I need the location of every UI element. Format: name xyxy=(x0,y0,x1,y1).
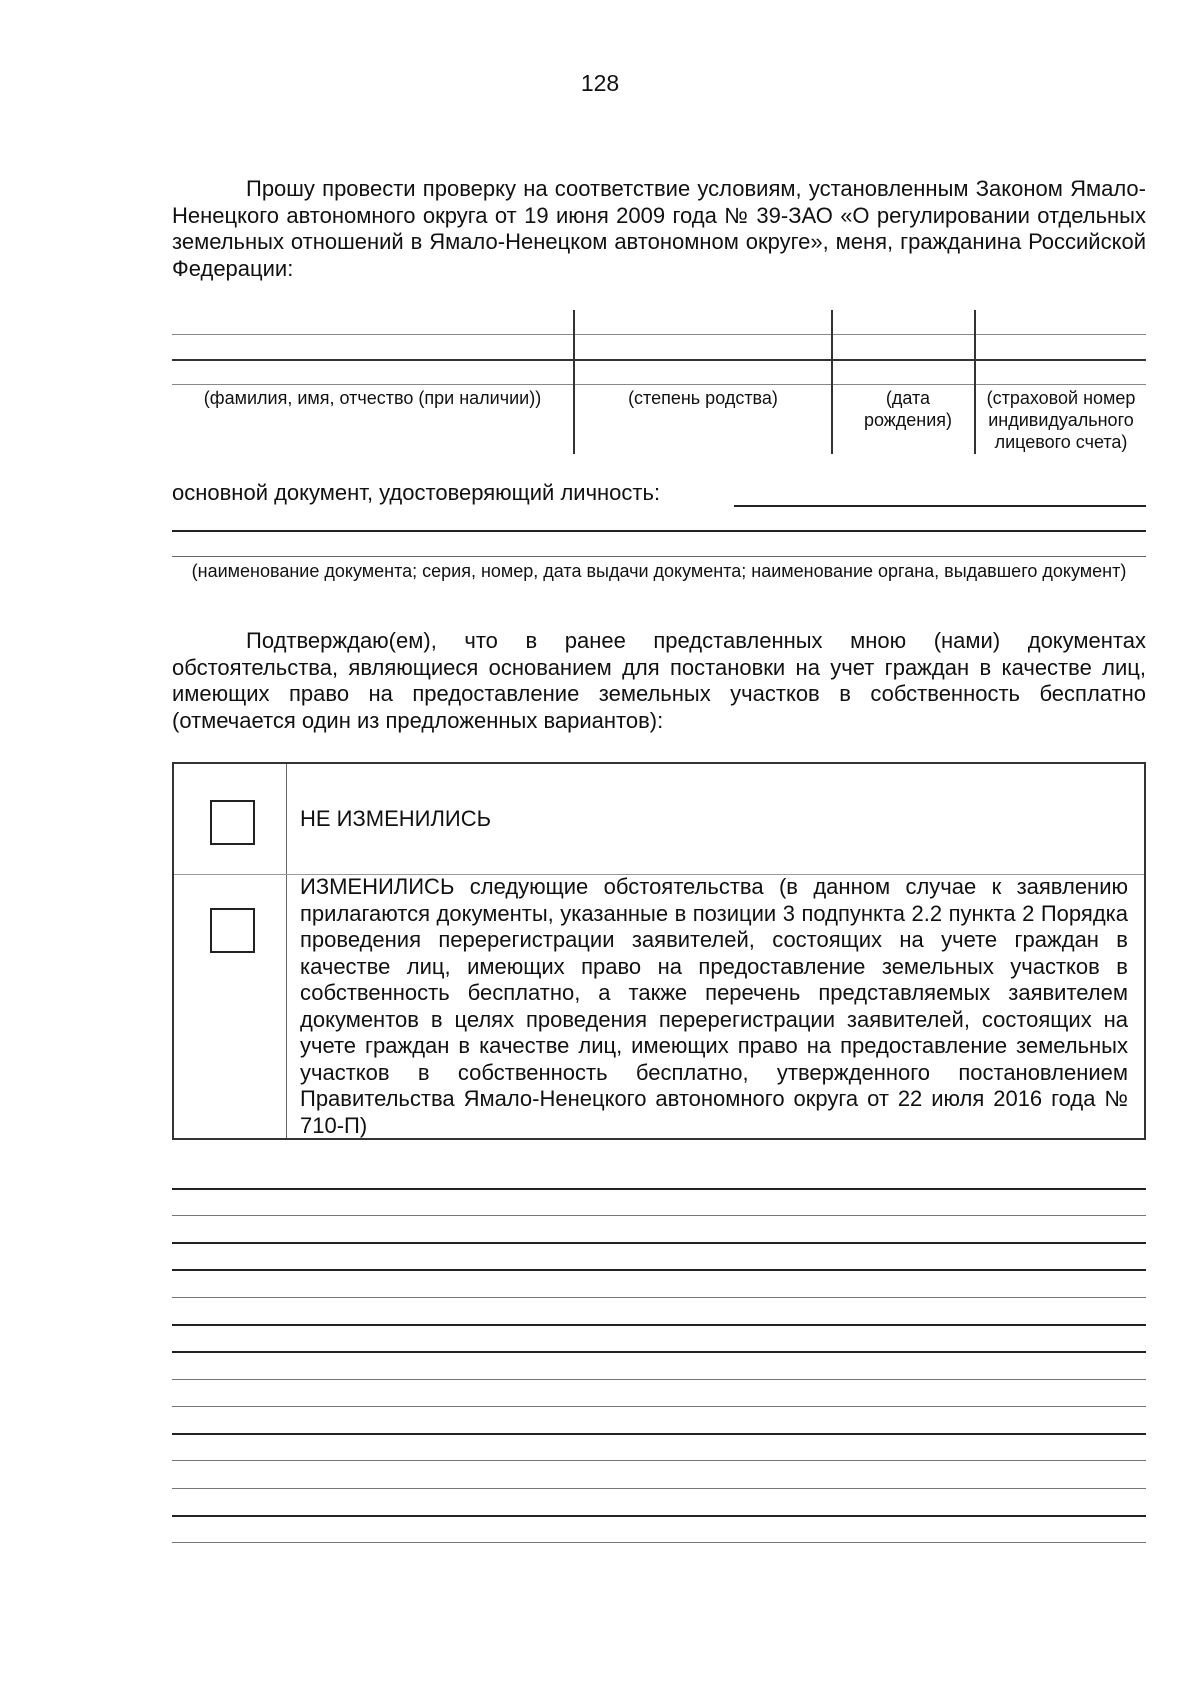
fill-line[interactable] xyxy=(172,1324,1146,1326)
fill-line[interactable] xyxy=(172,1379,1146,1380)
identity-document-field-line-2[interactable] xyxy=(172,530,1146,532)
fill-line[interactable] xyxy=(172,1242,1146,1244)
confirmation-paragraph: Подтверждаю(ем), что в ранее представленных мною (нами) документах обстоятельства, являющиеся основанием для постановки на учет граждан в качестве лиц, имеющих право на предоставление земельных участков в собственность бесплатно (отмечается один из предложенных вариантов): xyxy=(172,628,1146,733)
fill-line[interactable] xyxy=(172,1215,1146,1216)
option-unchanged-label: НЕ ИЗМЕНИЛИСЬ xyxy=(300,806,492,831)
identity-document-caption: (наименование документа; серия, номер, дата выдачи документа; наименование органа, выдавшего документ) xyxy=(191,561,1127,581)
page-number: 128 xyxy=(580,70,620,96)
fill-line[interactable] xyxy=(172,1269,1146,1271)
identity-document-label: основной документ, удостоверяющий личность: xyxy=(172,480,661,505)
identity-document-field-line-3[interactable] xyxy=(172,556,1146,557)
request-paragraph: Прошу провести проверку на соответствие условиям, установленным Законом Ямало-Ненецкого автономного округа от 19 июня 2009 года № 39-ЗАО «О регулировании отдельных земельных отношений в Ямало-Ненецком автономном округе», меня, гражданина Российской Федерации: xyxy=(172,176,1146,281)
circumstances-options-table xyxy=(172,762,1146,1140)
column-divider xyxy=(286,764,287,1138)
fill-line[interactable] xyxy=(172,1406,1146,1407)
column-divider xyxy=(831,310,833,454)
table-row-line xyxy=(172,334,1146,335)
unchanged-checkbox[interactable] xyxy=(210,800,255,845)
column-caption-full-name: (фамилия, имя, отчество (при наличии)) xyxy=(203,388,542,408)
table-row-line xyxy=(172,384,1146,385)
fill-line[interactable] xyxy=(172,1460,1146,1461)
column-caption-birth-date: (дата рождения) xyxy=(863,388,953,430)
fill-line[interactable] xyxy=(172,1542,1146,1543)
column-caption-relationship: (степень родства) xyxy=(628,388,778,408)
identity-document-field[interactable] xyxy=(734,505,1146,507)
fill-line[interactable] xyxy=(172,1297,1146,1298)
fill-line[interactable] xyxy=(172,1488,1146,1489)
changed-checkbox[interactable] xyxy=(210,908,255,953)
column-caption-snils: (страховой номер индивидуального лицевого счета) xyxy=(986,388,1136,452)
option-changed-label: ИЗМЕНИЛИСЬ следующие обстоятельства (в данном случае к заявлению прилагаются документы, указанные в позиции 3 подпункта 2.2 пункта 2 Порядка проведения перерегистрации заявителей, состоящих на учете граждан в качестве лиц, имеющих право на предоставление земельных участков в собственность бесплатно, а также перечень представляемых заявителем документов в целях проведения перерегистрации заявителей, состоящих на учете граждан в качестве лиц, имеющих право на предоставление земельных участков в собственность бесплатно, утвержденного постановлением Правительства Ямало-Ненецкого автономного округа от 22 июля 2016 года № 710-П) xyxy=(300,874,1128,1138)
table-row-line xyxy=(172,359,1146,361)
fill-line[interactable] xyxy=(172,1351,1146,1353)
column-divider xyxy=(573,310,575,454)
fill-line[interactable] xyxy=(172,1433,1146,1435)
fill-line[interactable] xyxy=(172,1188,1146,1190)
family-member-table xyxy=(172,310,1146,454)
fill-line[interactable] xyxy=(172,1515,1146,1517)
